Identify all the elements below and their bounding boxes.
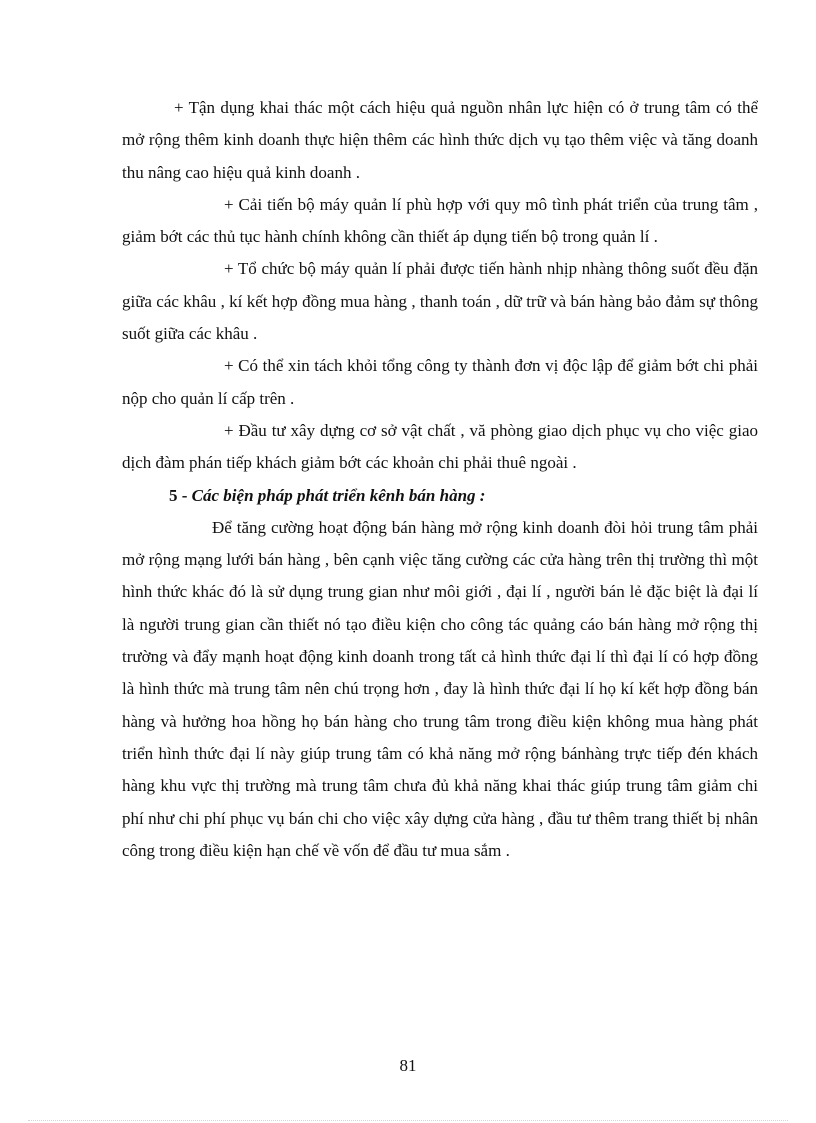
section-title: Các biện pháp phát triển kênh bán hàng : bbox=[191, 485, 486, 505]
section-heading bbox=[122, 480, 758, 512]
paragraph-organization: + Tổ chức bộ máy quản lí phải được tiến hành nhịp nhàng thông suốt đều đặn giữa các khâu , kí kết hợp đồng mua hàng , thanh toán , dữ trữ và bán hàng bảo đảm sự thông suốt giữa các khâu . bbox=[122, 259, 758, 344]
page-content bbox=[122, 92, 758, 867]
paragraph-human-resources: + Tận dụng khai thác một cách hiệu quả nguồn nhân lực hiện có ở trung tâm có thể mở rộng thêm kinh doanh thực hiện thêm các hình thức dịch vụ tạo thêm việc và tăng doanh thu nâng cao hiệu quả kinh doanh . bbox=[122, 98, 758, 182]
paragraph-management-reform: + Cải tiến bộ máy quản lí phù hợp với quy mô tình phát triển của trung tâm , giảm bớt các thủ tục hành chính không cần thiết áp dụng tiến bộ trong quản lí . bbox=[122, 194, 758, 247]
page-number: 81 bbox=[399, 1056, 417, 1075]
paragraph-sales-channels: Để tăng cường hoạt động bán hàng mở rộng kinh doanh đòi hỏi trung tâm phải mở rộng mạng lưới bán hàng , bên cạnh việc tăng cường các cửa hàng trên thị trường thì một hình thức khác đó là sử dụng trung gian như môi giới , đại lí , người bán lẻ đặc biệt là đại lí là người trung gian cần thiết nó tạo điều kiện cho công tác quảng cáo bán hàng mở rộng thị trường và đẩy mạnh hoạt động kinh doanh trong tất cả hình thức đại lí thì đại lí có hợp đồng là hình thức mà trung tâm nên chú trọng hơn , đay là hình thức đại lí họ kí kết hợp đồng bán hàng và hưởng hoa hồng họ bán hàng cho trung tâm trong điều kiện không mua hàng phát triển hình thức đại lí này giúp trung tâm có khả năng mở rộng bánhàng trực tiếp đén khách hàng khu vực thị trường mà trung tâm chưa đủ khả năng khai thác giúp trung tâm giảm chi phí như chi phí phục vụ bán chi cho việc xây dựng cửa hàng , đầu tư thêm trang thiết bị nhân công trong điều kiện hạn chế về vốn để đầu tư mua sắm . bbox=[122, 517, 758, 860]
section-number: 5 - bbox=[169, 485, 188, 505]
paragraph-independence: + Có thể xin tách khỏi tổng công ty thành đơn vị độc lập để giảm bớt chi phải nộp cho quản lí cấp trên . bbox=[122, 356, 758, 408]
page-bottom-rule bbox=[28, 1120, 788, 1121]
paragraph-infrastructure: + Đầu tư xây dựng cơ sở vật chất , vă phòng giao dịch phục vụ cho việc giao dịch đàm phán tiếp khách giảm bớt các khoản chi phải thuê ngoài . bbox=[122, 420, 758, 473]
